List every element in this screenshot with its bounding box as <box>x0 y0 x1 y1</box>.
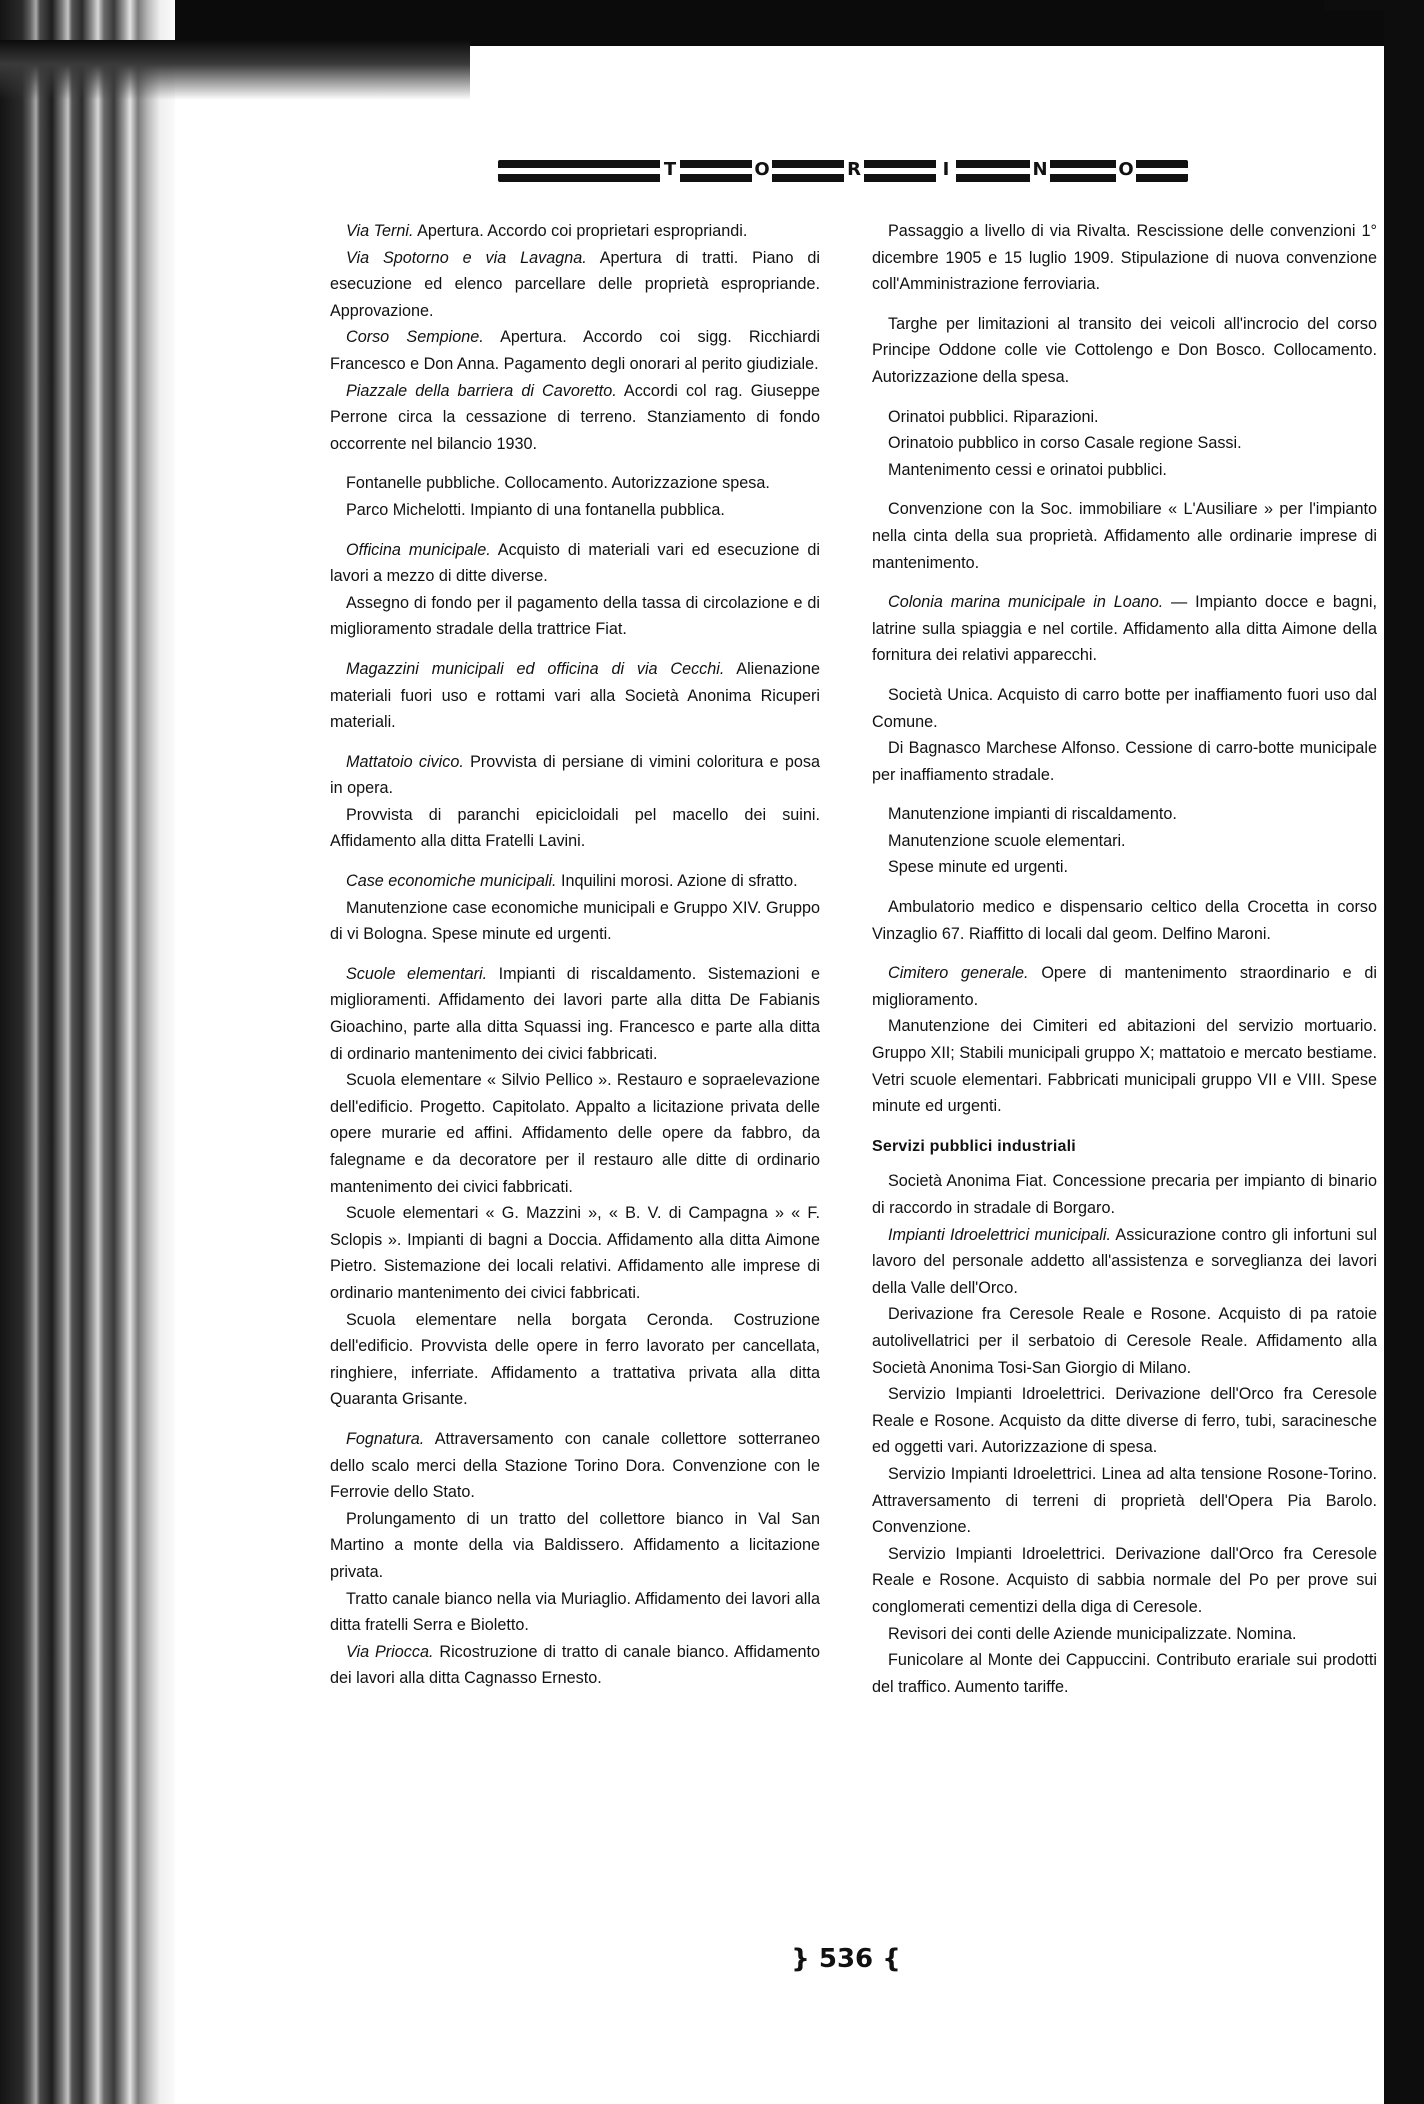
paragraph-text: Parco Michelotti. Impianto di una fontanella pubblica. <box>346 500 725 519</box>
paragraph-text: Manutenzione dei Cimiteri ed abitazioni del servizio mortuario. Gruppo XII; Stabili municipali gruppo X; mattatoio e mercato bestiame. Vetri scuole elementari. Fabbricati municipali gruppo VII e VIII. Spese minute ed urgenti. <box>872 1017 1377 1116</box>
paragraph-text: — Impianto docce e bagni, latrine sulla spiaggia e nel cortile. Affidamento alla ditta Aimone della fornitura dei relativi apparecchi. <box>872 593 1377 665</box>
paragraph-text: Apertura. Accordo coi sigg. Ricchiardi Francesco e Don Anna. Pagamento degli onorari al perito giudiziale. <box>330 328 820 373</box>
paragraph <box>330 378 820 458</box>
paragraph <box>872 1222 1377 1302</box>
paragraph <box>872 894 1377 947</box>
paragraph-text: Acquisto di materiali vari ed esecuzione di lavori a mezzo di ditte diverse. <box>330 540 820 586</box>
paragraph <box>872 960 1377 1013</box>
paragraph-text: Revisori dei conti delle Aziende municipalizzate. Nomina. <box>888 1624 1297 1643</box>
paragraph-label: Piazzale della barriera di Cavoretto. <box>346 381 617 400</box>
paragraph <box>330 868 820 895</box>
paragraph-text: Servizio Impianti Idroelettrici. Linea ad alta tensione Rosone-Torino. Attraversamento di terreni di proprietà dell'Opera Pia Barolo. Convenzione. <box>872 1464 1377 1537</box>
paragraph-text: Manutenzione scuole elementari. <box>888 831 1126 850</box>
paragraph <box>872 1647 1377 1700</box>
folio-mark-right: { <box>882 1944 901 1974</box>
paragraph <box>872 828 1377 855</box>
paragraph-text: Prolungamento di un tratto del collettore bianco in Val San Martino a monte della via Baldissero. Affidamento a licitazione privata. <box>330 1509 820 1581</box>
paragraph <box>330 1067 820 1200</box>
paragraph-text: Targhe per limitazioni al transito dei veicoli all'incrocio del corso Principe Oddone colle vie Cottolengo e Don Bosco. Collocamento. Autorizzazione della spesa. <box>872 314 1377 386</box>
paragraph <box>872 1168 1377 1221</box>
paragraph-text: Attraversamento con canale collettore sotterraneo dello scalo merci della Stazione Torino Dora. Convenzione con le Ferrovie dello Stato. <box>330 1429 820 1502</box>
paragraph <box>330 749 820 802</box>
header-stripe <box>498 168 1188 174</box>
paragraph <box>872 589 1377 669</box>
header-letter: O <box>1116 158 1136 182</box>
paragraph-text: Orinatoio pubblico in corso Casale regione Sassi. <box>888 434 1242 453</box>
paragraph-label: Colonia marina municipale in Loano. <box>888 593 1164 612</box>
section-heading: Servizi pubblici industriali <box>872 1137 1076 1155</box>
paragraph-text: Orinatoi pubblici. Riparazioni. <box>888 407 1099 426</box>
paragraph <box>872 496 1377 576</box>
paragraph-label: Officina municipale. <box>346 540 491 559</box>
paragraph <box>330 1639 820 1692</box>
paragraph-text: Alienazione materiali fuori uso e rottami vari alla Società Anonima Ricuperi materiali. <box>330 659 820 732</box>
book-binding-edge <box>0 0 175 2104</box>
paragraph-label: Mattatoio civico. <box>346 752 464 771</box>
paragraph <box>872 854 1377 881</box>
paragraph-label: Cimitero generale. <box>888 964 1029 983</box>
paragraph-text: Società Anonima Fiat. Concessione precaria per impianto di binario di raccordo in stradale di Borgaro. <box>872 1172 1377 1217</box>
paragraph-text: Inquilini morosi. Azione di sfratto. <box>556 872 798 891</box>
paragraph <box>872 457 1377 484</box>
paragraph-text: Manutenzione impianti di riscaldamento. <box>888 805 1177 824</box>
paragraph-text: Convenzione con la Soc. immobiliare « L'Ausiliare » per l'impianto nella cinta della sua proprietà. Affidamento alle ordinarie imprese di mantenimento. <box>872 500 1377 572</box>
paragraph <box>872 1301 1377 1381</box>
paragraph <box>330 656 820 736</box>
paragraph <box>330 590 820 643</box>
paragraph <box>872 801 1377 828</box>
paragraph <box>330 961 820 1067</box>
paragraph-text: Scuola elementare nella borgata Ceronda. Costruzione dell'edificio. Provvista delle opere in ferro lavorato per cancellata, ringhiere, inferriate. Affidamento a trattativa privata alla ditta Quaranta Grisante. <box>330 1310 820 1409</box>
paragraph-text: Spese minute ed urgenti. <box>888 858 1068 877</box>
paragraph <box>330 895 820 948</box>
paragraph <box>330 1586 820 1639</box>
paragraph-text: Di Bagnasco Marchese Alfonso. Cessione di carro-botte municipale per inaffiamento stradale. <box>872 739 1377 784</box>
paragraph-label: Magazzini municipali ed officina di via Cecchi. <box>346 659 725 678</box>
paragraph-text: Scuola elementare « Silvio Pellico ». Restauro e sopraelevazione dell'edificio. Progetto. Capitolato. Appalto a licitazione privata delle opere murarie ed affini. Affidamento delle opere da fabbro, da falegname e da decoratore per il restauro alle ditte di ordinario mantenimento dei civici fabbricati. <box>330 1071 820 1196</box>
right-column <box>872 218 1377 1700</box>
paragraph <box>330 1200 820 1306</box>
paragraph <box>330 218 820 245</box>
left-column <box>330 218 820 1692</box>
paragraph <box>872 311 1377 391</box>
header-letter: N <box>1030 158 1050 182</box>
paragraph-text: Apertura. Accordo coi proprietari espropriandi. <box>413 222 748 240</box>
paragraph-text: Manutenzione case economiche municipali e Gruppo XIV. Gruppo di vi Bologna. Spese minute ed urgenti. <box>330 898 820 944</box>
paragraph-label: Via Priocca. <box>346 1642 434 1661</box>
paragraph-text: Tratto canale bianco nella via Muriaglio. Affidamento dei lavori alla ditta fratelli Serra e Bioletto. <box>330 1589 820 1635</box>
paragraph <box>872 1381 1377 1461</box>
paragraph-text: Derivazione fra Ceresole Reale e Rosone. Acquisto di pa ratoie autolivellatrici per il serbatoio di Ceresole Reale. Affidamento alla Società Anonima Tosi-San Giorgio di Milano. <box>872 1305 1377 1377</box>
paragraph-text: Fontanelle pubbliche. Collocamento. Autorizzazione spesa. <box>346 474 770 493</box>
paragraph <box>330 802 820 855</box>
scan-right-border <box>1384 0 1424 2104</box>
paragraph <box>872 1621 1377 1648</box>
paragraph-text: Società Unica. Acquisto di carro botte per inaffiamento fuori uso dal Comune. <box>872 685 1377 731</box>
paragraph <box>330 1307 820 1413</box>
scan-top-right-notch <box>1324 0 1384 10</box>
paragraph-text: Provvista di paranchi epicicloidali pel macello dei suini. Affidamento alla ditta Fratelli Lavini. <box>330 805 820 851</box>
binding-shadow <box>0 40 470 100</box>
paragraph-label: Case economiche municipali. <box>346 872 557 891</box>
page-number <box>786 1944 906 1974</box>
paragraph <box>872 404 1377 431</box>
paragraph-text: Funicolare al Monte dei Cappuccini. Contributo erariale sui prodotti del traffico. Aumento tariffe. <box>872 1651 1377 1696</box>
paragraph-text: Provvista di persiane di vimini coloritura e posa in opera. <box>330 752 820 798</box>
paragraph <box>330 470 820 497</box>
paragraph <box>330 1426 820 1506</box>
paragraph-text: Mantenimento cessi e orinatoi pubblici. <box>888 460 1167 479</box>
paragraph <box>872 218 1377 298</box>
running-header <box>498 160 1188 182</box>
paragraph-text: Ambulatorio medico e dispensario celtico della Crocetta in corso Vinzaglio 67. Riaffitto di locali dal geom. Delfino Maroni. <box>872 898 1377 943</box>
paragraph-text: Opere di mantenimento straordinario e di miglioramento. <box>872 964 1377 1009</box>
paragraph-label: Impianti Idroelettrici municipali. <box>888 1225 1111 1244</box>
paragraph <box>330 497 820 524</box>
paragraph-text: Servizio Impianti Idroelettrici. Derivazione dell'Orco fra Ceresole Reale e Rosone. Acquisto da ditte diverse di ferro, tubi, saracinesche ed oggetti vari. Autorizzazione di spesa. <box>872 1385 1377 1457</box>
paragraph-text: Ricostruzione di tratto di canale bianco. Affidamento dei lavori alla ditta Cagnasso Ernesto. <box>330 1642 821 1688</box>
paragraph <box>872 430 1377 457</box>
paragraph <box>872 1541 1377 1621</box>
paragraph-text: Accordi col rag. Giuseppe Perrone circa la cessazione di terreno. Stanziamento di fondo occorrente nel bilancio 1930. <box>330 381 820 453</box>
folio-mark-left: } <box>791 1944 810 1974</box>
paragraph <box>872 682 1377 735</box>
paragraph-label: Fognatura. <box>346 1429 425 1448</box>
paragraph-label: Via Terni. <box>346 222 414 240</box>
paragraph-text: Passaggio a livello di via Rivalta. Rescissione delle convenzioni 1° dicembre 1905 e 15 luglio 1909. Stipulazione di nuova convenzione coll'Amministrazione ferroviaria. <box>872 222 1377 294</box>
paragraph <box>330 537 820 590</box>
paragraph-text: Impianti di riscaldamento. Sistemazioni e miglioramenti. Affidamento dei lavori parte alla ditta De Fabianis Gioachino, parte alla ditta Squassi ing. Francesco e parte alla ditta di ordinario mantenimento dei civici fabbricati. <box>330 964 820 1063</box>
header-letter: T <box>660 158 680 182</box>
paragraph-text: Apertura di tratti. Piano di esecuzione ed elenco parcellare delle proprietà espropriande. Approvazione. <box>330 248 820 320</box>
header-letter: O <box>752 158 772 182</box>
paragraph-text: Assicurazione contro gli infortuni sul lavoro del personale addetto all'assistenza e sorveglianza dei lavori della Valle dell'Orco. <box>872 1225 1377 1297</box>
header-letter: R <box>844 158 864 182</box>
paragraph <box>872 735 1377 788</box>
paragraph <box>872 1461 1377 1541</box>
paragraph <box>330 245 820 325</box>
page-number-value: 536 <box>818 1944 874 1974</box>
paragraph-label: Via Spotorno e via Lavagna. <box>346 248 587 267</box>
paragraph-text: Servizio Impianti Idroelettrici. Derivazione dall'Orco fra Ceresole Reale e Rosone. Acquisto di sabbia normale del Po per prove sui conglomerati cementizi della diga di Ceresole. <box>872 1544 1377 1616</box>
paragraph <box>330 1506 820 1586</box>
paragraph <box>330 324 820 377</box>
paragraph-text: Assegno di fondo per il pagamento della tassa di circolazione e di miglioramento stradale della trattrice Fiat. <box>330 593 820 639</box>
paragraph-label: Scuole elementari. <box>346 964 488 983</box>
paragraph <box>872 1013 1377 1119</box>
paragraph-label: Corso Sempione. <box>346 328 484 347</box>
header-letter: I <box>936 158 956 182</box>
paragraph-text: Scuole elementari « G. Mazzini », « B. V. di Campagna » « F. Sclopis ». Impianti di bagni a Doccia. Affidamento alla ditta Aimone Pietro. Sistemazione dei locali relativi. Affidamento alle imprese di ordinario mantenimento dei civici fabbricati. <box>330 1204 820 1302</box>
